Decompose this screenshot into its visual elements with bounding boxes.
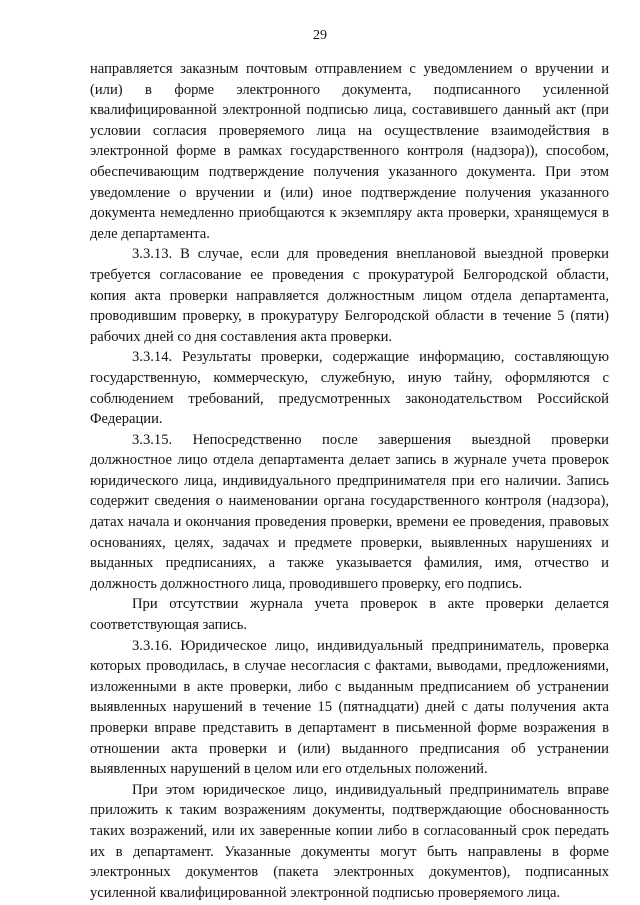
- paragraph-p-attach: При этом юридическое лицо, индивидуальный предприниматель вправе приложить к таким возражениям документы, подтверждающие обоснованность таких возражений, или их заверенные копии либо в согласованный срок передать их в департамент. Указанные документы могут быть направлены в форме электронных документов (пакета электронных документов), подписанных усиленной квалифицированной электронной подписью проверяемого лица.: [90, 781, 609, 901]
- document-body: [90, 59, 609, 903]
- paragraph-p-3-3-15: 3.3.15. Непосредственно после завершения выездной проверки должностное лицо отдела департамента делает запись в журнале учета проверок юридического лица, индивидуального предпринимателя при его наличии. Запись содержит сведения о наименовании органа государственного контроля (надзора), датах начала и окончания проведения проверки, времени ее проведения, правовых основаниях, целях, задачах и предмете проверки, выявленных нарушениях и выданных предписаниях, а также указывается фамилия, имя, отчество и должность должностного лица, проводившего проверку, его подпись.: [90, 431, 609, 592]
- paragraph-p-3-3-13: 3.3.13. В случае, если для проведения внеплановой выездной проверки требуется согласование ее проведения с прокуратурой Белгородской области, копия акта проверки направляется должностным лицом отдела департамента, проводившим проверку, в прокуратуру Белгородской области в течение 5 (пяти) рабочих дней со дня составления акта проверки.: [90, 246, 609, 345]
- paragraph-p-3-3-16: 3.3.16. Юридическое лицо, индивидуальный предприниматель, проверка которых проводилась, в случае несогласия с фактами, выводами, предложениями, изложенными в акте проверки, либо с выданным предписанием об устранении выявленных нарушений в течение 15 (пятнадцати) дней с даты получения акта проверки вправе представить в департамент в письменной форме возражения в отношении акта проверки и (или) выданного предписания об устранении выявленных нарушений в целом или его отдельных положений.: [90, 637, 609, 778]
- paragraph-p-3-3-14: 3.3.14. Результаты проверки, содержащие информацию, составляющую государственную, коммерческую, служебную, иную тайну, оформляются с соблюдением требований, предусмотренных законодательством Российской Федерации.: [90, 349, 609, 428]
- page-number: 29: [313, 28, 327, 43]
- paragraph-p-no-journal: При отсутствии журнала учета проверок в акте проверки делается соответствующая запись.: [90, 596, 609, 634]
- paragraph-p-cont: направляется заказным почтовым отправлением с уведомлением о вручении и (или) в форме электронного документа, подписанного усиленной квалифицированной электронной подписью лица, составившего данный акт (при условии согласия проверяемого лица на осуществление взаимодействия в электронной форме в рамках государственного контроля (надзора)), способом, обеспечивающим подтверждение получения указанного документа. При этом уведомление о вручении и (или) иное подтверждение получения указанного документа немедленно приобщаются к экземпляру акта проверки, хранящемуся в деле департамента.: [90, 61, 609, 242]
